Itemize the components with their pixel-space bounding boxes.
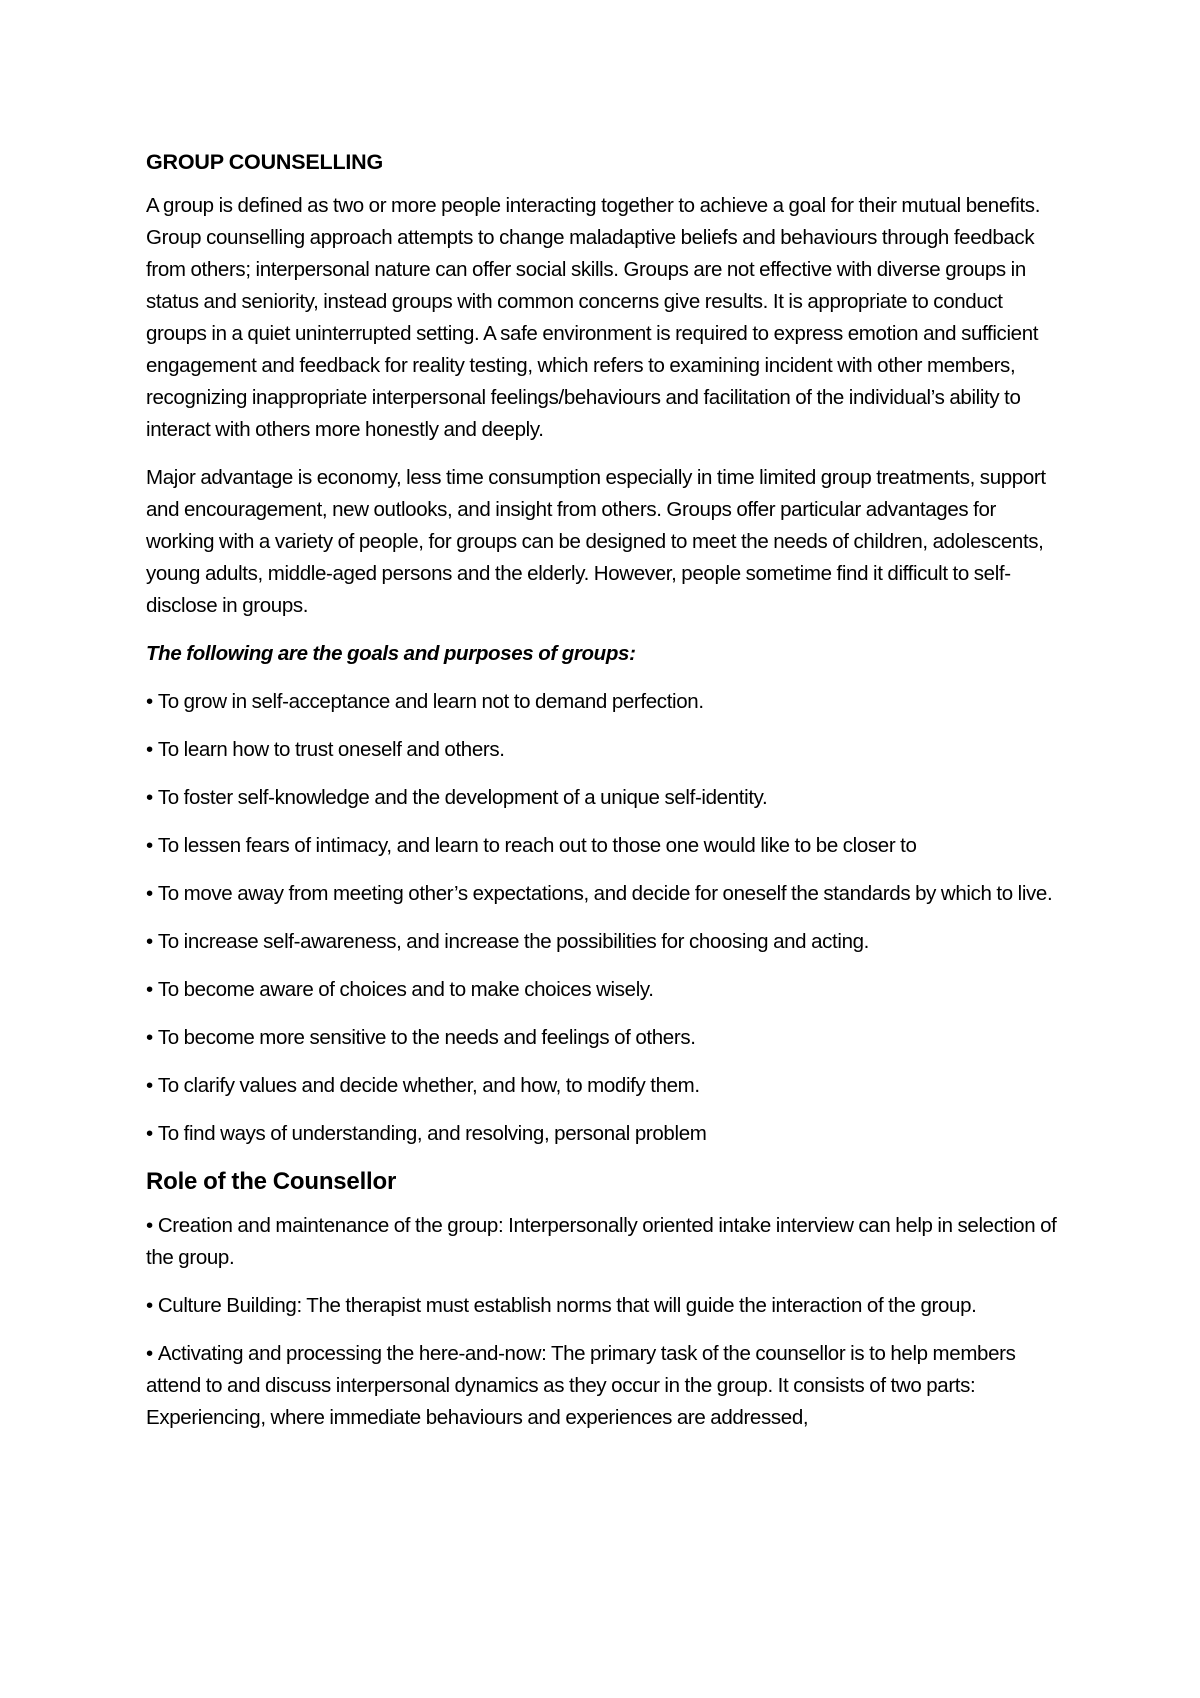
bullet-icon: • xyxy=(146,690,153,713)
goal-text: To foster self-knowledge and the development of a unique self-identity. xyxy=(157,786,768,809)
goal-text: To become more sensitive to the needs and feelings of others. xyxy=(157,1026,696,1049)
role-item xyxy=(146,1210,1066,1274)
bullet-icon: • xyxy=(146,930,153,953)
bullet-icon: • xyxy=(146,1026,153,1049)
bullet-icon: • xyxy=(146,1122,153,1145)
bullet-icon: • xyxy=(146,1214,153,1237)
goal-item xyxy=(146,686,1066,718)
goal-item xyxy=(146,1118,1066,1150)
document-page xyxy=(146,146,1066,1450)
goal-text: To lessen fears of intimacy, and learn to reach out to those one would like to be closer to xyxy=(157,834,917,857)
goals-intro: The following are the goals and purposes of groups: xyxy=(146,642,636,665)
bullet-icon: • xyxy=(146,1074,153,1097)
role-item xyxy=(146,1290,1066,1322)
goal-text: To find ways of understanding, and resolving, personal problem xyxy=(157,1122,707,1145)
goal-text: To grow in self-acceptance and learn not to demand perfection. xyxy=(157,690,704,713)
goals-list xyxy=(146,686,1066,1150)
goal-text: To clarify values and decide whether, and how, to modify them. xyxy=(157,1074,700,1097)
bullet-icon: • xyxy=(146,834,153,857)
goal-item xyxy=(146,878,1066,910)
goal-text: To become aware of choices and to make choices wisely. xyxy=(157,978,654,1001)
role-heading: Role of the Counsellor xyxy=(146,1168,397,1195)
roles-list xyxy=(146,1210,1066,1434)
bullet-icon: • xyxy=(146,882,153,905)
bullet-icon: • xyxy=(146,786,153,809)
goal-item xyxy=(146,734,1066,766)
role-item xyxy=(146,1338,1066,1434)
role-text: Creation and maintenance of the group: Interpersonally oriented intake interview can help in selection of the group. xyxy=(146,1214,1057,1269)
advantages-paragraph: Major advantage is economy, less time consumption especially in time limited group treatments, support and encouragement, new outlooks, and insight from others. Groups offer particular advantages for working with a variety of people, for groups can be designed to meet the needs of children, adolescents, young adults, middle-aged persons and the elderly. However, people sometime find it difficult to self-disclose in groups. xyxy=(146,466,1046,617)
bullet-icon: • xyxy=(146,978,153,1001)
goal-item xyxy=(146,974,1066,1006)
goal-text: To increase self-awareness, and increase the possibilities for choosing and acting. xyxy=(157,930,870,953)
goal-text: To move away from meeting other’s expectations, and decide for oneself the standards by which to live. xyxy=(157,882,1053,905)
bullet-icon: • xyxy=(146,738,153,761)
goal-item xyxy=(146,1022,1066,1054)
goal-item xyxy=(146,926,1066,958)
bullet-icon: • xyxy=(146,1294,153,1317)
document-title: GROUP COUNSELLING xyxy=(146,150,383,174)
intro-paragraph: A group is defined as two or more people interacting together to achieve a goal for their mutual benefits. Group counselling approach attempts to change maladaptive beliefs and behaviours through feedback from others; interpersonal nature can offer social skills. Groups are not effective with diverse groups in status and seniority, instead groups with common concerns give results. It is appropriate to conduct groups in a quiet uninterrupted setting. A safe environment is required to express emotion and sufficient engagement and feedback for reality testing, which refers to examining incident with other members, recognizing inappropriate interpersonal feelings/behaviours and facilitation of the individual’s ability to interact with others more honestly and deeply. xyxy=(146,194,1041,441)
bullet-icon: • xyxy=(146,1342,153,1365)
goal-item xyxy=(146,1070,1066,1102)
goal-item xyxy=(146,830,1066,862)
goal-item xyxy=(146,782,1066,814)
role-text: Culture Building: The therapist must establish norms that will guide the interaction of the group. xyxy=(157,1294,977,1317)
goal-text: To learn how to trust oneself and others. xyxy=(157,738,505,761)
role-text: Activating and processing the here-and-now: The primary task of the counsellor is to help members attend to and discuss interpersonal dynamics as they occur in the group. It consists of two parts: Experiencing, where immediate behaviours and experiences are addressed, xyxy=(146,1342,1016,1429)
